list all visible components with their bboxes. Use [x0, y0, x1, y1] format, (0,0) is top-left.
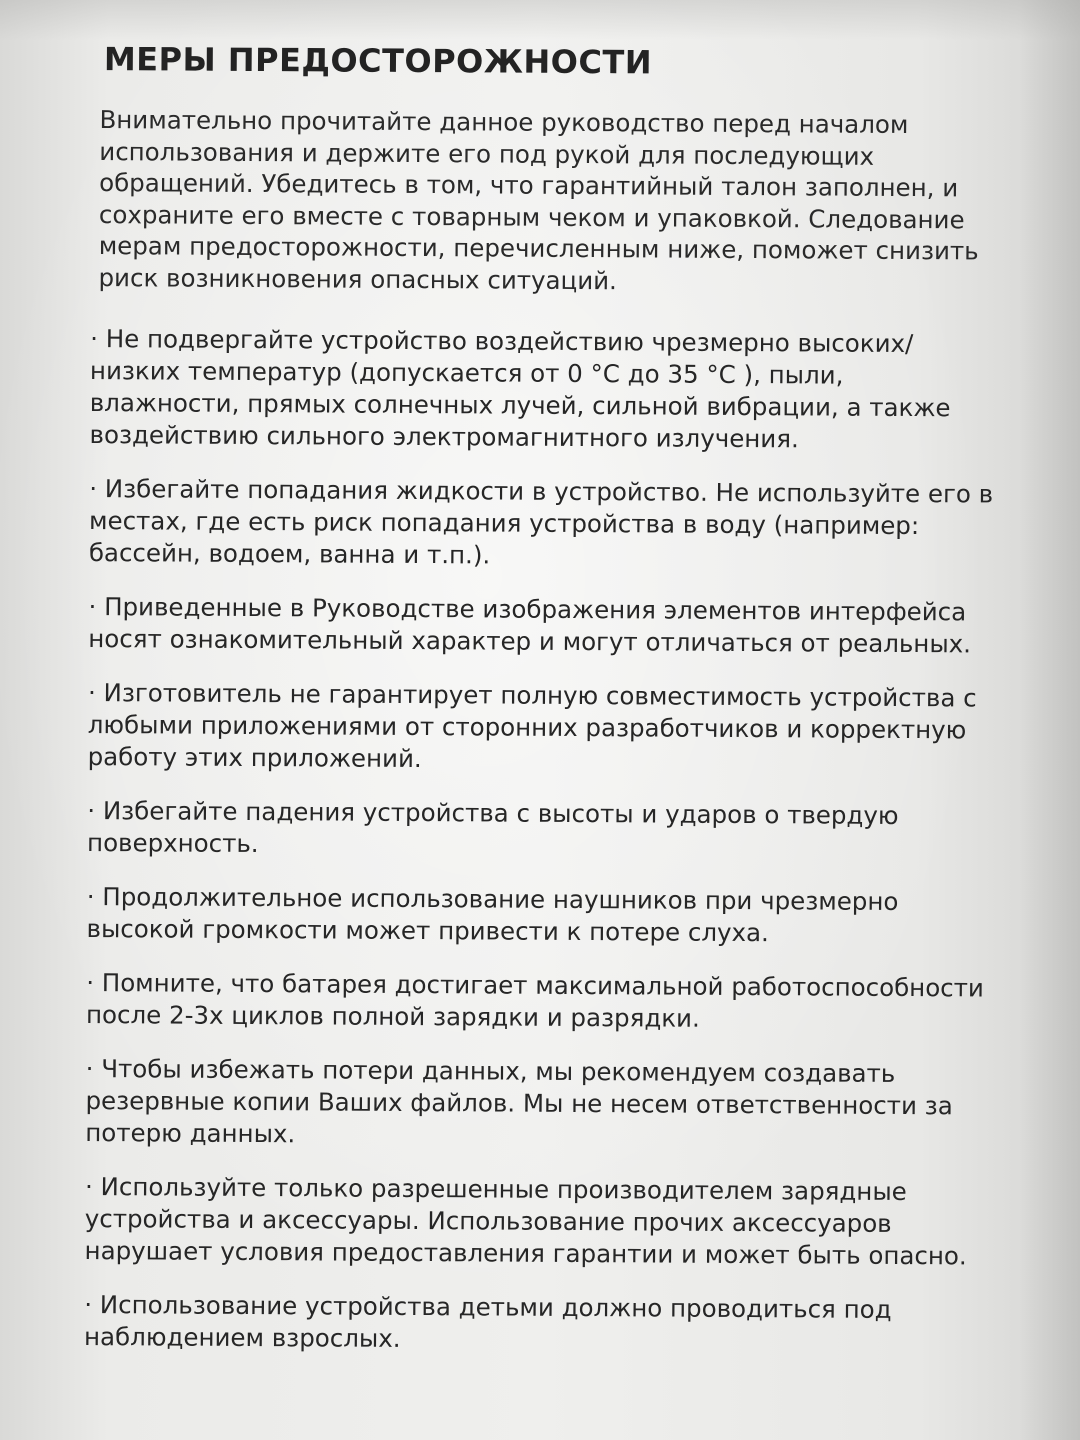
page-shadow-right — [1020, 0, 1080, 1440]
precaution-item: · Избегайте попадания жидкости в устройство. Не используйте его в местах, где есть риск попадания устройства в воду (например: бассейн, водоем, ванна и т.п.). — [88, 473, 994, 570]
precaution-item: · Не подвергайте устройство воздействию чрезмерно высоких/ низких температур (допускается от 0 °C до 35 °C ), пыли, влажности, прямых солнечных лучей, сильной вибрации, а также воздействию сильного электромагнитного излучения. — [89, 323, 951, 454]
precaution-item: · Помните, что батарея достигает максимальной работоспособности после 2-3х циклов полной зарядки и разрядки. — [85, 967, 984, 1033]
precaution-item: · Использование устройства детьми должно проводиться под наблюдением взрослых. — [83, 1289, 892, 1353]
precaution-item: · Используйте только разрешенные производителем зарядные устройства и аксессуары. Использование прочих аксессуаров нарушает условия предоставления гарантии и может быть опасно. — [84, 1171, 967, 1271]
precaution-item: · Продолжительное использование наушников при чрезмерно высокой громкости может привести к потере слуха. — [86, 881, 899, 948]
document-content — [84, 40, 1002, 1381]
intro-paragraph: Внимательно прочитайте данное руководство перед началом использования и держите его под рукой для последующих обращений. Убедитесь в том, что гарантийный талон заполнен, и сохраните его вместе с товарным чеком и упаковкой. Следование мерам предосторожности, перечисленным ниже, поможет снизить риск возникновения опасных ситуаций. — [98, 105, 979, 295]
precaution-item: · Приведенные в Руководстве изображения элементов интерфейса носят ознакомительный характер и могут отличаться от реальных. — [88, 591, 972, 659]
precautions-list — [84, 323, 1000, 1359]
precaution-item: · Чтобы избежать потери данных, мы рекомендуем создавать резервные копии Ваших файлов. Мы не несем ответственности за потерю данных. — [85, 1053, 953, 1149]
precaution-item: · Изготовитель не гарантирует полную совместимость устройства с любыми приложениями от сторонних разработчиков и корректную работу этих приложений. — [87, 677, 977, 774]
page-shadow-top — [0, 0, 1080, 40]
precaution-item: · Избегайте падения устройства с высоты и ударов о твердую поверхность. — [87, 795, 899, 859]
section-title: МЕРЫ ПРЕДОСТОРОЖНОСТИ — [103, 40, 653, 82]
